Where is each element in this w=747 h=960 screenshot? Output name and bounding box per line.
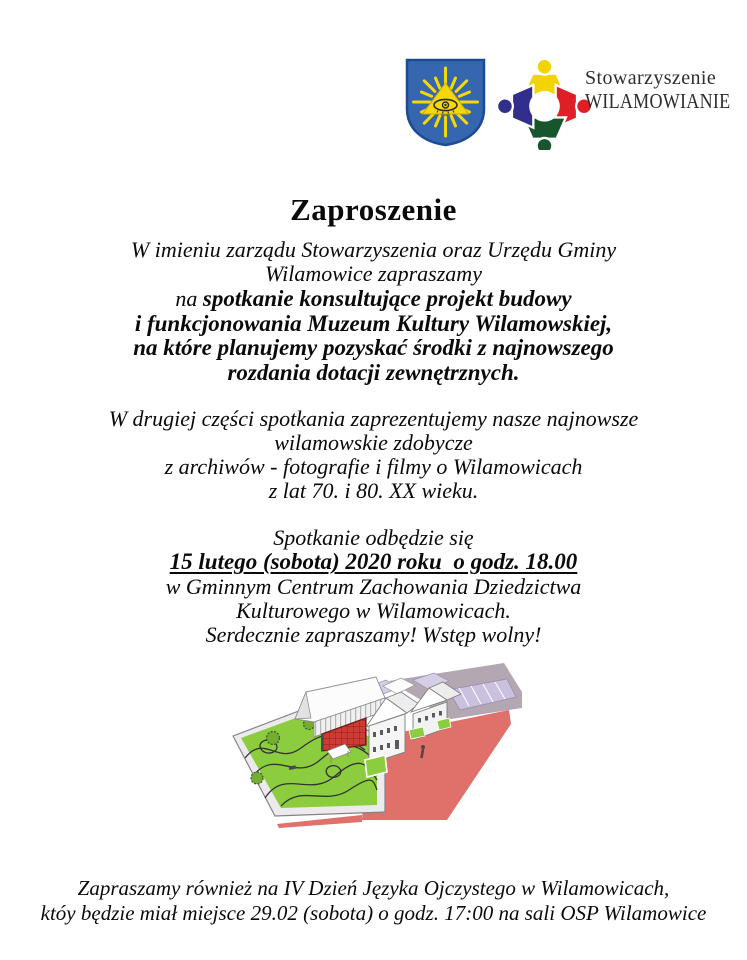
page-title: Zaproszenie	[290, 192, 457, 227]
text-line: któy będzie miał miejsce 29.02 (sobota) o godz. 17:00 na sali OSP Wilamowice	[40, 901, 707, 925]
association-name	[585, 68, 747, 113]
venue-line: w Gminnym Centrum Zachowania Dziedzictwa	[165, 573, 582, 599]
text-line: na które planujemy pozyskać środki z najnowszego	[133, 335, 614, 360]
when-where-paragraph	[0, 526, 747, 647]
text-line: z archiwów - fotografie i filmy o Wilamowicach	[164, 454, 583, 479]
text-line: rozdania dotacji zewnętrznych.	[227, 359, 520, 385]
text-line: W imieniu zarządu Stowarzyszenia oraz Urzędu Gminy	[130, 237, 617, 262]
wilamowice-coat-of-arms-icon	[404, 57, 487, 148]
second-part-paragraph	[0, 407, 747, 503]
event-date: 15 lutego (sobota) 2020 roku o godz. 18.00	[169, 549, 578, 574]
text-line: wilamowskie zdobycze	[274, 430, 473, 455]
subject-paragraph	[0, 287, 747, 385]
subject-line: spotkanie konsultujące projekt budowy	[202, 286, 572, 311]
footer-note	[0, 876, 747, 926]
subject-prefix: na	[175, 286, 203, 311]
association-name-line1: Stowarzyszenie	[585, 67, 717, 89]
museum-aerial-rendering	[215, 648, 535, 828]
text-line: Wilamowice zapraszamy	[265, 261, 482, 286]
when-intro: Spotkanie odbędzie się	[273, 525, 474, 550]
venue-line: Kulturowego w Wilamowicach.	[236, 597, 511, 623]
intro-paragraph	[0, 238, 747, 286]
association-name-line2: WILAMOWIANIE	[585, 89, 731, 113]
closing-line: Serdecznie zapraszamy! Wstęp wolny!	[205, 621, 542, 647]
association-logo-icon	[498, 57, 591, 150]
text-line: W drugiej części spotkania zaprezentujemy nasze najnowsze	[108, 406, 639, 431]
text-line: z lat 70. i 80. XX wieku.	[268, 478, 479, 503]
text-line: Zapraszamy również na IV Dzień Języka Ojczystego w Wilamowicach,	[77, 876, 670, 900]
text-line	[0, 287, 747, 312]
text-line: i funkcjonowania Muzeum Kultury Wilamowskiej,	[134, 310, 613, 336]
